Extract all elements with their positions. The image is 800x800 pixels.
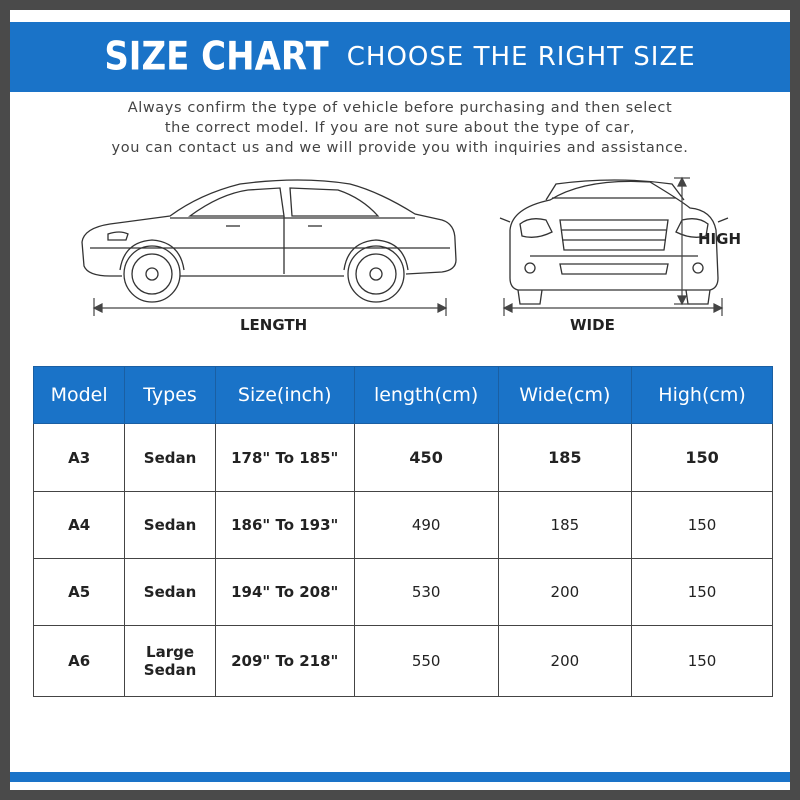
type-line: Sedan: [143, 516, 197, 534]
wide-label: WIDE: [570, 316, 615, 334]
size-table: [33, 366, 773, 697]
cell-model: A6: [34, 626, 125, 697]
cell-wide: 200: [498, 626, 631, 697]
bottom-accent-bar: [10, 772, 790, 782]
intro-line-2: the correct model. If you are not sure about the type of car,: [164, 120, 636, 136]
header-types: Types: [125, 367, 216, 424]
car-front-view-icon: [490, 170, 740, 340]
table-header-row: [34, 367, 773, 424]
cell-wide: 185: [498, 492, 631, 559]
header-banner: [10, 22, 790, 92]
cell-size: 194" To 208": [215, 559, 354, 626]
type-line: Sedan: [143, 583, 197, 601]
table-row: [34, 492, 773, 559]
cell-size: 178" To 185": [215, 424, 354, 492]
table-row: [34, 424, 773, 492]
cell-type: [125, 424, 216, 492]
cell-length: 530: [354, 559, 498, 626]
high-label: HIGH: [698, 230, 742, 248]
cell-type: [125, 626, 216, 697]
cell-type: [125, 559, 216, 626]
header-model: Model: [34, 367, 125, 424]
intro-line-1: Always confirm the type of vehicle before purchasing and then select: [127, 100, 673, 116]
cell-length: 490: [354, 492, 498, 559]
cell-size: 209" To 218": [215, 626, 354, 697]
cell-wide: 200: [498, 559, 631, 626]
cell-length: 550: [354, 626, 498, 697]
cell-length: 450: [354, 424, 498, 492]
table-row: [34, 626, 773, 697]
type-line-1: Large: [146, 643, 195, 661]
cell-high: 150: [632, 626, 773, 697]
height-arrow-icon: [672, 170, 692, 320]
cell-high: 150: [632, 492, 773, 559]
banner-title: SIZE CHART: [104, 34, 329, 80]
cell-high: 150: [632, 559, 773, 626]
cell-type: [125, 492, 216, 559]
type-line-2: Sedan: [143, 661, 197, 679]
length-label: LENGTH: [240, 316, 308, 334]
cell-size: 186" To 193": [215, 492, 354, 559]
intro-line-3: you can contact us and we will provide you with inquiries and assistance.: [111, 140, 689, 156]
intro-text: [10, 98, 790, 158]
header-wide: Wide(cm): [498, 367, 631, 424]
cell-high: 150: [632, 424, 773, 492]
car-side-view-icon: [70, 170, 470, 340]
car-diagrams: [70, 170, 750, 340]
type-line: Sedan: [143, 448, 197, 467]
header-length: length(cm): [354, 367, 498, 424]
cell-model: A5: [34, 559, 125, 626]
cell-wide: 185: [498, 424, 631, 492]
header-size: Size(inch): [215, 367, 354, 424]
table-row: [34, 559, 773, 626]
header-high: High(cm): [632, 367, 773, 424]
cell-model: A4: [34, 492, 125, 559]
banner-subtitle: CHOOSE THE RIGHT SIZE: [346, 42, 696, 72]
size-chart-card: [10, 10, 790, 790]
cell-model: A3: [34, 424, 125, 492]
